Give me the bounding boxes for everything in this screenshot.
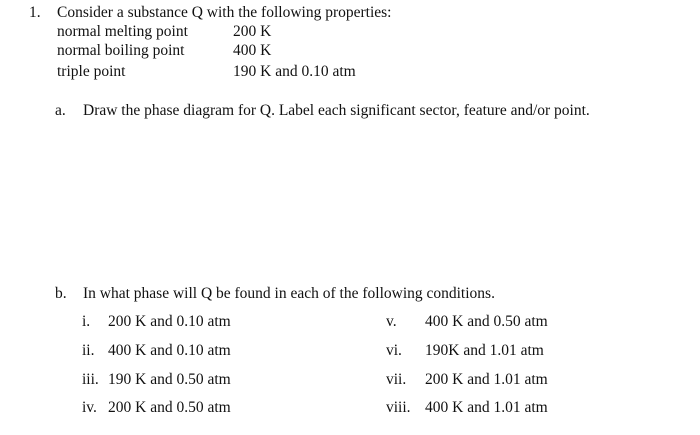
condition-text: 200 K and 1.01 atm	[425, 371, 548, 388]
condition-text: 400 K and 0.10 atm	[108, 342, 231, 359]
question-number: 1.	[29, 4, 41, 21]
part-a-label: a.	[55, 102, 66, 119]
condition-number: v.	[386, 313, 397, 330]
condition-text: 200 K and 0.50 atm	[108, 399, 231, 416]
part-b-label: b.	[55, 285, 67, 302]
condition-number: iii.	[82, 371, 99, 388]
condition-number: i.	[82, 313, 91, 330]
condition-text: 400 K and 0.50 atm	[425, 313, 548, 330]
condition-text: 190 K and 0.50 atm	[108, 371, 231, 388]
condition-text: 400 K and 1.01 atm	[425, 399, 548, 416]
property-value-boiling: 400 K	[233, 42, 272, 59]
property-label-triple: triple point	[57, 63, 126, 80]
condition-text: 200 K and 0.10 atm	[108, 313, 231, 330]
condition-number: vi.	[386, 342, 402, 359]
part-a-text: Draw the phase diagram for Q. Label each significant sector, feature and/or point.	[83, 102, 590, 119]
property-value-triple: 190 K and 0.10 atm	[233, 63, 356, 80]
part-b-text: In what phase will Q be found in each of the following conditions.	[83, 285, 495, 302]
condition-text: 190K and 1.01 atm	[425, 342, 544, 359]
property-label-melting: normal melting point	[57, 23, 188, 40]
condition-number: ii.	[82, 342, 95, 359]
condition-number: viii.	[386, 399, 411, 416]
condition-number: iv.	[82, 399, 97, 416]
condition-number: vii.	[386, 371, 407, 388]
property-value-melting: 200 K	[233, 23, 272, 40]
property-label-boiling: normal boiling point	[57, 42, 185, 59]
question-prompt: Consider a substance Q with the following properties:	[57, 4, 392, 21]
